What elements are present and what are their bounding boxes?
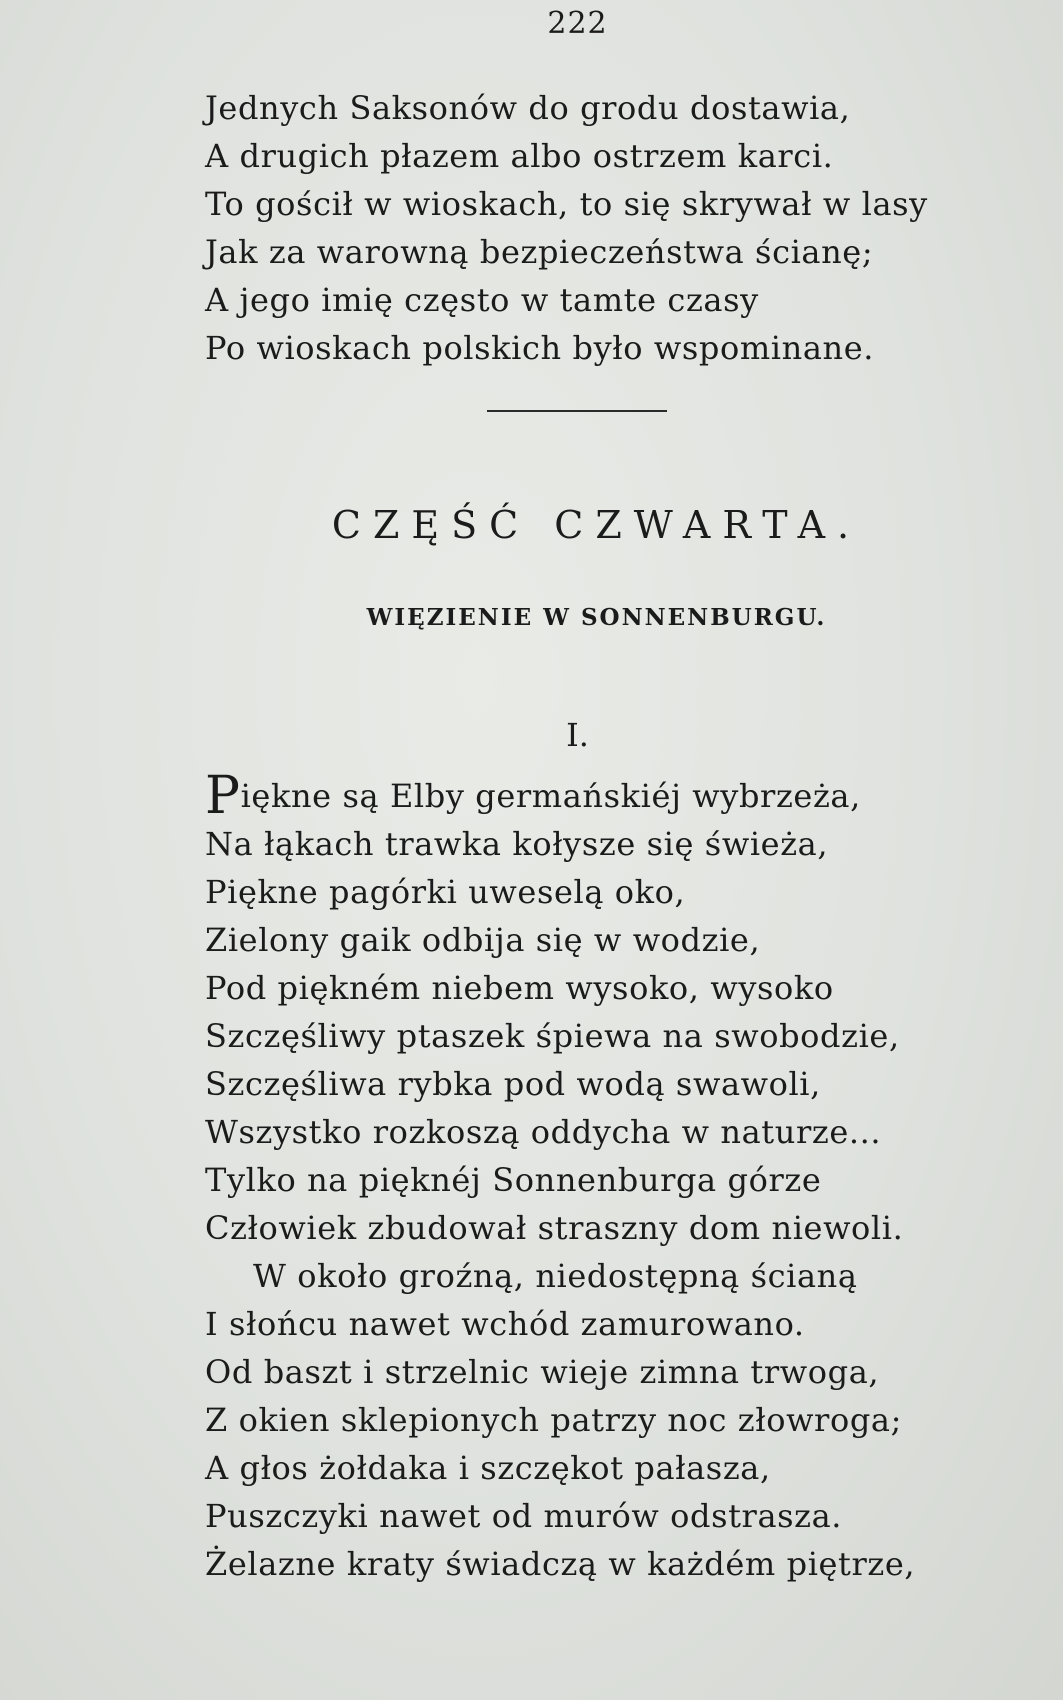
verse-line: I słońcu nawet wchód zamurowano. (205, 1305, 805, 1343)
verse-line: Szczęśliwy ptaszek śpiewa na swobodzie, (205, 1017, 900, 1055)
section-divider (487, 410, 667, 412)
page-number: 222 (547, 6, 608, 41)
verse-line: Jednych Saksonów do grodu dostawia, (205, 89, 851, 127)
verse-line: A głos żołdaka i szczękot pałasza, (205, 1449, 771, 1487)
verse-line: Jak za warowną bezpieczeństwa ścianę; (205, 233, 874, 271)
verse-line: Puszczyki nawet od murów odstrasza. (205, 1497, 843, 1535)
verse-line: Żelazne kraty świadczą w każdém piętrze, (205, 1545, 916, 1583)
main-stanza (205, 766, 916, 1588)
verse-line: Po wioskach polskich było wspominane. (205, 329, 875, 367)
verse-line: Na łąkach trawka kołysze się świeża, (205, 825, 829, 863)
verse-line: Od baszt i strzelnic wieje zimna trwoga, (205, 1353, 880, 1391)
verse-line: W około groźną, niedostępną ścianą (253, 1257, 858, 1295)
verse-line: A jego imię często w tamte czasy (205, 281, 759, 319)
top-stanza (205, 84, 928, 372)
verse-line: To gościł w wioskach, to się skrywał w lasy (205, 185, 928, 223)
drop-cap: P (205, 766, 241, 826)
verse-line: Pod piękném niebem wysoko, wysoko (205, 969, 834, 1007)
verse-line: Człowiek zbudował straszny dom niewoli. (205, 1209, 904, 1247)
verse-line-first (205, 766, 915, 826)
section-number: I. (566, 716, 589, 754)
verse-line: Szczęśliwa rybka pod wodą swawoli, (205, 1065, 821, 1103)
verse-line: A drugich płazem albo ostrzem karci. (205, 137, 834, 175)
part-subtitle: WIĘZIENIE W SONNENBURGU. (366, 604, 827, 631)
verse-line: Wszystko rozkoszą oddycha w naturze... (205, 1113, 882, 1151)
verse-line: Tylko na pięknéj Sonnenburga górze (205, 1161, 822, 1199)
verse-line: Piękne pagórki uweselą oko, (205, 873, 686, 911)
first-line-text: iękne są Elby germańskiéj wybrzeża, (240, 777, 861, 815)
verse-line: Zielony gaik odbija się w wodzie, (205, 921, 761, 959)
part-title: CZĘŚĆ CZWARTA. (331, 503, 862, 547)
verse-line: Z okien sklepionych patrzy noc złowroga; (205, 1401, 902, 1439)
